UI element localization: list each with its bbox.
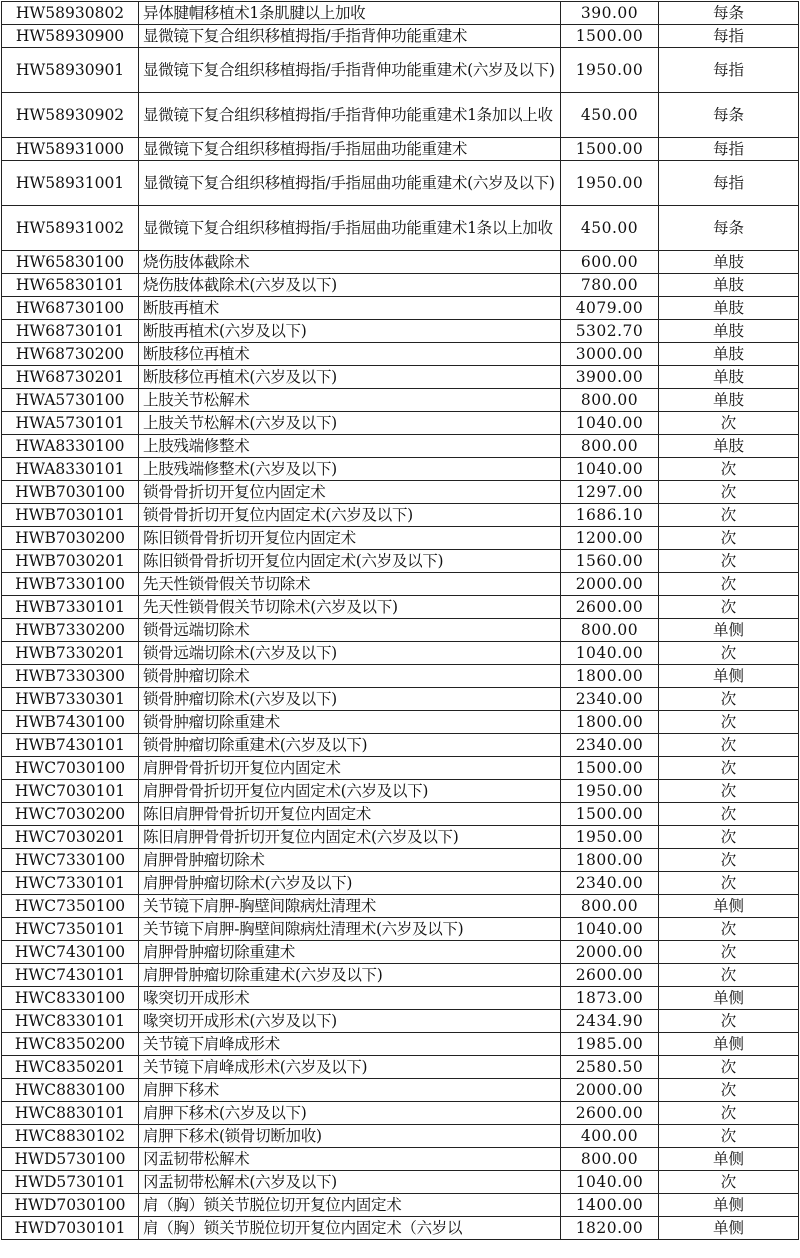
- item-price-cell: 1500.00: [561, 138, 659, 161]
- item-price-cell: 1800.00: [561, 711, 659, 734]
- table-row: [2, 1010, 799, 1033]
- item-unit-cell: 次: [659, 803, 799, 826]
- item-code-cell: HWB7030200: [2, 527, 139, 550]
- item-unit-cell: 次: [659, 1010, 799, 1033]
- item-unit-cell: 次: [659, 573, 799, 596]
- table-row: [2, 527, 799, 550]
- item-unit-cell: 次: [659, 1079, 799, 1102]
- item-name-cell: 肩胛骨肿瘤切除术: [139, 849, 561, 872]
- item-code-cell: HW58931002: [2, 206, 139, 251]
- item-name-cell: 断肢再植术: [139, 297, 561, 320]
- table-row: [2, 48, 799, 93]
- item-name-cell: 陈旧肩胛骨骨折切开复位内固定术: [139, 803, 561, 826]
- item-price-cell: 1040.00: [561, 458, 659, 481]
- table-row: [2, 343, 799, 366]
- item-name-cell: 肩胛下移术: [139, 1079, 561, 1102]
- item-unit-cell: 每指: [659, 25, 799, 48]
- item-code-cell: HW58930900: [2, 25, 139, 48]
- item-name-cell: 先天性锁骨假关节切除术: [139, 573, 561, 596]
- table-row: [2, 711, 799, 734]
- item-name-cell: 关节镜下肩胛-胸壁间隙病灶清理术(六岁及以下): [139, 918, 561, 941]
- item-name-cell: 锁骨肿瘤切除术(六岁及以下): [139, 688, 561, 711]
- item-price-cell: 1985.00: [561, 1033, 659, 1056]
- table-row: [2, 803, 799, 826]
- item-code-cell: HWB7330100: [2, 573, 139, 596]
- table-row: [2, 25, 799, 48]
- item-code-cell: HWC7030100: [2, 757, 139, 780]
- item-unit-cell: 单肢: [659, 343, 799, 366]
- table-row: [2, 389, 799, 412]
- item-unit-cell: 单肢: [659, 297, 799, 320]
- item-name-cell: 肩胛下移术(锁骨切断加收): [139, 1125, 561, 1148]
- item-code-cell: HW65830101: [2, 274, 139, 297]
- price-table-body: [2, 2, 799, 1240]
- table-row: [2, 504, 799, 527]
- item-price-cell: 3900.00: [561, 366, 659, 389]
- item-code-cell: HWA8330100: [2, 435, 139, 458]
- item-code-cell: HWA8330101: [2, 458, 139, 481]
- item-price-cell: 2434.90: [561, 1010, 659, 1033]
- item-name-cell: 喙突切开成形术: [139, 987, 561, 1010]
- item-code-cell: HWB7030100: [2, 481, 139, 504]
- item-code-cell: HWB7330300: [2, 665, 139, 688]
- item-unit-cell: 每条: [659, 93, 799, 138]
- item-name-cell: 关节镜下肩峰成形术: [139, 1033, 561, 1056]
- item-unit-cell: 每条: [659, 206, 799, 251]
- table-row: [2, 1033, 799, 1056]
- item-code-cell: HWA5730100: [2, 389, 139, 412]
- item-name-cell: 上肢关节松解术: [139, 389, 561, 412]
- item-price-cell: 5302.70: [561, 320, 659, 343]
- item-price-cell: 1040.00: [561, 1171, 659, 1194]
- item-name-cell: 烧伤肢体截除术(六岁及以下): [139, 274, 561, 297]
- item-unit-cell: 次: [659, 1056, 799, 1079]
- item-unit-cell: 次: [659, 918, 799, 941]
- item-name-cell: 先天性锁骨假关节切除术(六岁及以下): [139, 596, 561, 619]
- table-row: [2, 619, 799, 642]
- item-code-cell: HWB7330101: [2, 596, 139, 619]
- item-name-cell: 关节镜下肩胛-胸壁间隙病灶清理术: [139, 895, 561, 918]
- item-code-cell: HWC7330101: [2, 872, 139, 895]
- item-price-cell: 400.00: [561, 1125, 659, 1148]
- item-code-cell: HWC7350101: [2, 918, 139, 941]
- item-price-cell: 2600.00: [561, 964, 659, 987]
- table-row: [2, 642, 799, 665]
- item-price-cell: 2000.00: [561, 573, 659, 596]
- item-unit-cell: 次: [659, 1125, 799, 1148]
- table-row: [2, 964, 799, 987]
- item-price-cell: 2340.00: [561, 734, 659, 757]
- item-price-cell: 3000.00: [561, 343, 659, 366]
- item-code-cell: HW58931001: [2, 161, 139, 206]
- item-name-cell: 肩（胸）锁关节脱位切开复位内固定术: [139, 1194, 561, 1217]
- table-row: [2, 1102, 799, 1125]
- table-row: [2, 435, 799, 458]
- table-row: [2, 734, 799, 757]
- table-row: [2, 1194, 799, 1217]
- table-row: [2, 1125, 799, 1148]
- item-name-cell: 喙突切开成形术(六岁及以下): [139, 1010, 561, 1033]
- item-code-cell: HWC8350200: [2, 1033, 139, 1056]
- item-code-cell: HWC7430101: [2, 964, 139, 987]
- item-price-cell: 1800.00: [561, 849, 659, 872]
- item-unit-cell: 次: [659, 734, 799, 757]
- table-row: [2, 665, 799, 688]
- item-price-cell: 800.00: [561, 895, 659, 918]
- item-code-cell: HWC7330100: [2, 849, 139, 872]
- item-name-cell: 断肢再植术(六岁及以下): [139, 320, 561, 343]
- item-price-cell: 1040.00: [561, 642, 659, 665]
- item-code-cell: HWB7330200: [2, 619, 139, 642]
- item-name-cell: 显微镜下复合组织移植拇指/手指屈曲功能重建术1条以上加收: [139, 206, 561, 251]
- item-unit-cell: 单肢: [659, 274, 799, 297]
- item-price-cell: 1040.00: [561, 918, 659, 941]
- item-unit-cell: 单侧: [659, 1033, 799, 1056]
- item-unit-cell: 次: [659, 458, 799, 481]
- table-row: [2, 1056, 799, 1079]
- item-name-cell: 肩胛骨骨折切开复位内固定术: [139, 757, 561, 780]
- table-row: [2, 481, 799, 504]
- item-unit-cell: 单侧: [659, 619, 799, 642]
- item-code-cell: HWC8350201: [2, 1056, 139, 1079]
- item-code-cell: HWC8830102: [2, 1125, 139, 1148]
- item-code-cell: HWC7030101: [2, 780, 139, 803]
- table-row: [2, 780, 799, 803]
- item-price-cell: 1686.10: [561, 504, 659, 527]
- item-unit-cell: 单侧: [659, 1217, 799, 1240]
- item-unit-cell: 次: [659, 550, 799, 573]
- item-price-cell: 2340.00: [561, 688, 659, 711]
- item-price-cell: 1500.00: [561, 757, 659, 780]
- item-unit-cell: 单侧: [659, 895, 799, 918]
- item-code-cell: HWC7350100: [2, 895, 139, 918]
- item-unit-cell: 单侧: [659, 1194, 799, 1217]
- item-price-cell: 1820.00: [561, 1217, 659, 1240]
- item-name-cell: 冈盂韧带松解术: [139, 1148, 561, 1171]
- table-row: [2, 849, 799, 872]
- item-code-cell: HWD7030100: [2, 1194, 139, 1217]
- item-code-cell: HWC7030200: [2, 803, 139, 826]
- item-code-cell: HW68730201: [2, 366, 139, 389]
- item-name-cell: 锁骨肿瘤切除重建术: [139, 711, 561, 734]
- item-unit-cell: 每指: [659, 138, 799, 161]
- item-unit-cell: 单肢: [659, 251, 799, 274]
- item-name-cell: 锁骨远端切除术(六岁及以下): [139, 642, 561, 665]
- item-price-cell: 600.00: [561, 251, 659, 274]
- item-unit-cell: 次: [659, 941, 799, 964]
- item-unit-cell: 每条: [659, 2, 799, 25]
- item-unit-cell: 单肢: [659, 389, 799, 412]
- item-price-cell: 450.00: [561, 206, 659, 251]
- table-row: [2, 2, 799, 25]
- table-row: [2, 895, 799, 918]
- item-name-cell: 断肢移位再植术: [139, 343, 561, 366]
- table-row: [2, 941, 799, 964]
- item-price-cell: 1500.00: [561, 25, 659, 48]
- table-row: [2, 987, 799, 1010]
- item-price-cell: 1950.00: [561, 48, 659, 93]
- item-price-cell: 1560.00: [561, 550, 659, 573]
- table-row: [2, 297, 799, 320]
- item-price-cell: 2340.00: [561, 872, 659, 895]
- table-row: [2, 757, 799, 780]
- item-name-cell: 肩胛骨骨折切开复位内固定术(六岁及以下): [139, 780, 561, 803]
- item-unit-cell: 次: [659, 481, 799, 504]
- item-unit-cell: 次: [659, 964, 799, 987]
- item-unit-cell: 次: [659, 1102, 799, 1125]
- price-table: [1, 1, 799, 1240]
- item-price-cell: 1040.00: [561, 412, 659, 435]
- table-row: [2, 573, 799, 596]
- item-unit-cell: 次: [659, 711, 799, 734]
- item-unit-cell: 次: [659, 642, 799, 665]
- item-name-cell: 锁骨骨折切开复位内固定术: [139, 481, 561, 504]
- item-price-cell: 1950.00: [561, 826, 659, 849]
- item-code-cell: HWB7030101: [2, 504, 139, 527]
- item-code-cell: HWB7430100: [2, 711, 139, 734]
- table-row: [2, 138, 799, 161]
- item-name-cell: 锁骨肿瘤切除重建术(六岁及以下): [139, 734, 561, 757]
- item-code-cell: HWD5730101: [2, 1171, 139, 1194]
- item-name-cell: 烧伤肢体截除术: [139, 251, 561, 274]
- item-name-cell: 上肢残端修整术(六岁及以下): [139, 458, 561, 481]
- table-row: [2, 161, 799, 206]
- item-price-cell: 2000.00: [561, 1079, 659, 1102]
- item-price-cell: 1400.00: [561, 1194, 659, 1217]
- item-code-cell: HWB7330201: [2, 642, 139, 665]
- item-price-cell: 800.00: [561, 435, 659, 458]
- item-name-cell: 锁骨肿瘤切除术: [139, 665, 561, 688]
- item-code-cell: HWD5730100: [2, 1148, 139, 1171]
- item-code-cell: HWD7030101: [2, 1217, 139, 1240]
- item-name-cell: 显微镜下复合组织移植拇指/手指背伸功能重建术: [139, 25, 561, 48]
- item-name-cell: 上肢残端修整术: [139, 435, 561, 458]
- item-unit-cell: 次: [659, 757, 799, 780]
- item-unit-cell: 单肢: [659, 366, 799, 389]
- item-name-cell: 显微镜下复合组织移植拇指/手指屈曲功能重建术(六岁及以下): [139, 161, 561, 206]
- table-row: [2, 251, 799, 274]
- item-name-cell: 显微镜下复合组织移植拇指/手指背伸功能重建术1条加以上收: [139, 93, 561, 138]
- item-price-cell: 780.00: [561, 274, 659, 297]
- table-row: [2, 1217, 799, 1240]
- item-code-cell: HWB7030201: [2, 550, 139, 573]
- item-code-cell: HW68730100: [2, 297, 139, 320]
- item-price-cell: 2600.00: [561, 1102, 659, 1125]
- item-unit-cell: 次: [659, 504, 799, 527]
- item-price-cell: 800.00: [561, 389, 659, 412]
- table-row: [2, 550, 799, 573]
- item-price-cell: 450.00: [561, 93, 659, 138]
- table-row: [2, 320, 799, 343]
- table-row: [2, 596, 799, 619]
- item-price-cell: 800.00: [561, 1148, 659, 1171]
- item-unit-cell: 次: [659, 596, 799, 619]
- item-unit-cell: 次: [659, 412, 799, 435]
- table-row: [2, 93, 799, 138]
- item-price-cell: 1950.00: [561, 780, 659, 803]
- item-code-cell: HWC8330101: [2, 1010, 139, 1033]
- table-row: [2, 1148, 799, 1171]
- table-row: [2, 918, 799, 941]
- item-code-cell: HWC8830101: [2, 1102, 139, 1125]
- item-name-cell: 显微镜下复合组织移植拇指/手指背伸功能重建术(六岁及以下): [139, 48, 561, 93]
- item-price-cell: 1297.00: [561, 481, 659, 504]
- item-unit-cell: 单侧: [659, 665, 799, 688]
- item-name-cell: 陈旧锁骨骨折切开复位内固定术(六岁及以下): [139, 550, 561, 573]
- table-row: [2, 366, 799, 389]
- item-name-cell: 锁骨远端切除术: [139, 619, 561, 642]
- item-name-cell: 断肢移位再植术(六岁及以下): [139, 366, 561, 389]
- table-row: [2, 206, 799, 251]
- item-code-cell: HW58930902: [2, 93, 139, 138]
- table-row: [2, 1171, 799, 1194]
- item-unit-cell: 单侧: [659, 1148, 799, 1171]
- item-name-cell: 异体腱帽移植术1条肌腱以上加收: [139, 2, 561, 25]
- table-row: [2, 274, 799, 297]
- item-name-cell: 肩胛骨肿瘤切除重建术(六岁及以下): [139, 964, 561, 987]
- item-code-cell: HW58931000: [2, 138, 139, 161]
- item-unit-cell: 次: [659, 1171, 799, 1194]
- item-code-cell: HWC7030201: [2, 826, 139, 849]
- item-unit-cell: 单肢: [659, 320, 799, 343]
- item-name-cell: 上肢关节松解术(六岁及以下): [139, 412, 561, 435]
- item-unit-cell: 次: [659, 688, 799, 711]
- item-code-cell: HW68730101: [2, 320, 139, 343]
- item-name-cell: 陈旧锁骨骨折切开复位内固定术: [139, 527, 561, 550]
- item-unit-cell: 次: [659, 826, 799, 849]
- item-price-cell: 1873.00: [561, 987, 659, 1010]
- item-name-cell: 显微镜下复合组织移植拇指/手指屈曲功能重建术: [139, 138, 561, 161]
- item-unit-cell: 次: [659, 849, 799, 872]
- item-code-cell: HWC8330100: [2, 987, 139, 1010]
- item-code-cell: HWB7430101: [2, 734, 139, 757]
- item-unit-cell: 每指: [659, 48, 799, 93]
- item-name-cell: 肩胛下移术(六岁及以下): [139, 1102, 561, 1125]
- item-code-cell: HW58930901: [2, 48, 139, 93]
- table-row: [2, 872, 799, 895]
- item-name-cell: 关节镜下肩峰成形术(六岁及以下): [139, 1056, 561, 1079]
- item-price-cell: 2580.50: [561, 1056, 659, 1079]
- item-unit-cell: 单肢: [659, 435, 799, 458]
- item-code-cell: HW65830100: [2, 251, 139, 274]
- table-row: [2, 688, 799, 711]
- table-row: [2, 412, 799, 435]
- item-unit-cell: 次: [659, 872, 799, 895]
- item-name-cell: 陈旧肩胛骨骨折切开复位内固定术(六岁及以下): [139, 826, 561, 849]
- item-unit-cell: 单侧: [659, 987, 799, 1010]
- item-price-cell: 1800.00: [561, 665, 659, 688]
- item-code-cell: HW58930802: [2, 2, 139, 25]
- item-price-cell: 1200.00: [561, 527, 659, 550]
- item-price-cell: 4079.00: [561, 297, 659, 320]
- item-code-cell: HWA5730101: [2, 412, 139, 435]
- table-row: [2, 458, 799, 481]
- item-price-cell: 2600.00: [561, 596, 659, 619]
- table-row: [2, 826, 799, 849]
- item-code-cell: HWB7330301: [2, 688, 139, 711]
- item-code-cell: HWC8830100: [2, 1079, 139, 1102]
- item-price-cell: 2000.00: [561, 941, 659, 964]
- item-unit-cell: 每指: [659, 161, 799, 206]
- table-row: [2, 1079, 799, 1102]
- item-name-cell: 冈盂韧带松解术(六岁及以下): [139, 1171, 561, 1194]
- item-unit-cell: 次: [659, 527, 799, 550]
- item-name-cell: 肩胛骨肿瘤切除术(六岁及以下): [139, 872, 561, 895]
- item-price-cell: 1500.00: [561, 803, 659, 826]
- item-code-cell: HWC7430100: [2, 941, 139, 964]
- item-name-cell: 锁骨骨折切开复位内固定术(六岁及以下): [139, 504, 561, 527]
- item-code-cell: HW68730200: [2, 343, 139, 366]
- item-price-cell: 390.00: [561, 2, 659, 25]
- item-unit-cell: 次: [659, 780, 799, 803]
- item-name-cell: 肩胛骨肿瘤切除重建术: [139, 941, 561, 964]
- item-price-cell: 800.00: [561, 619, 659, 642]
- item-price-cell: 1950.00: [561, 161, 659, 206]
- item-name-cell: 肩（胸）锁关节脱位切开复位内固定术（六岁以: [139, 1217, 561, 1240]
